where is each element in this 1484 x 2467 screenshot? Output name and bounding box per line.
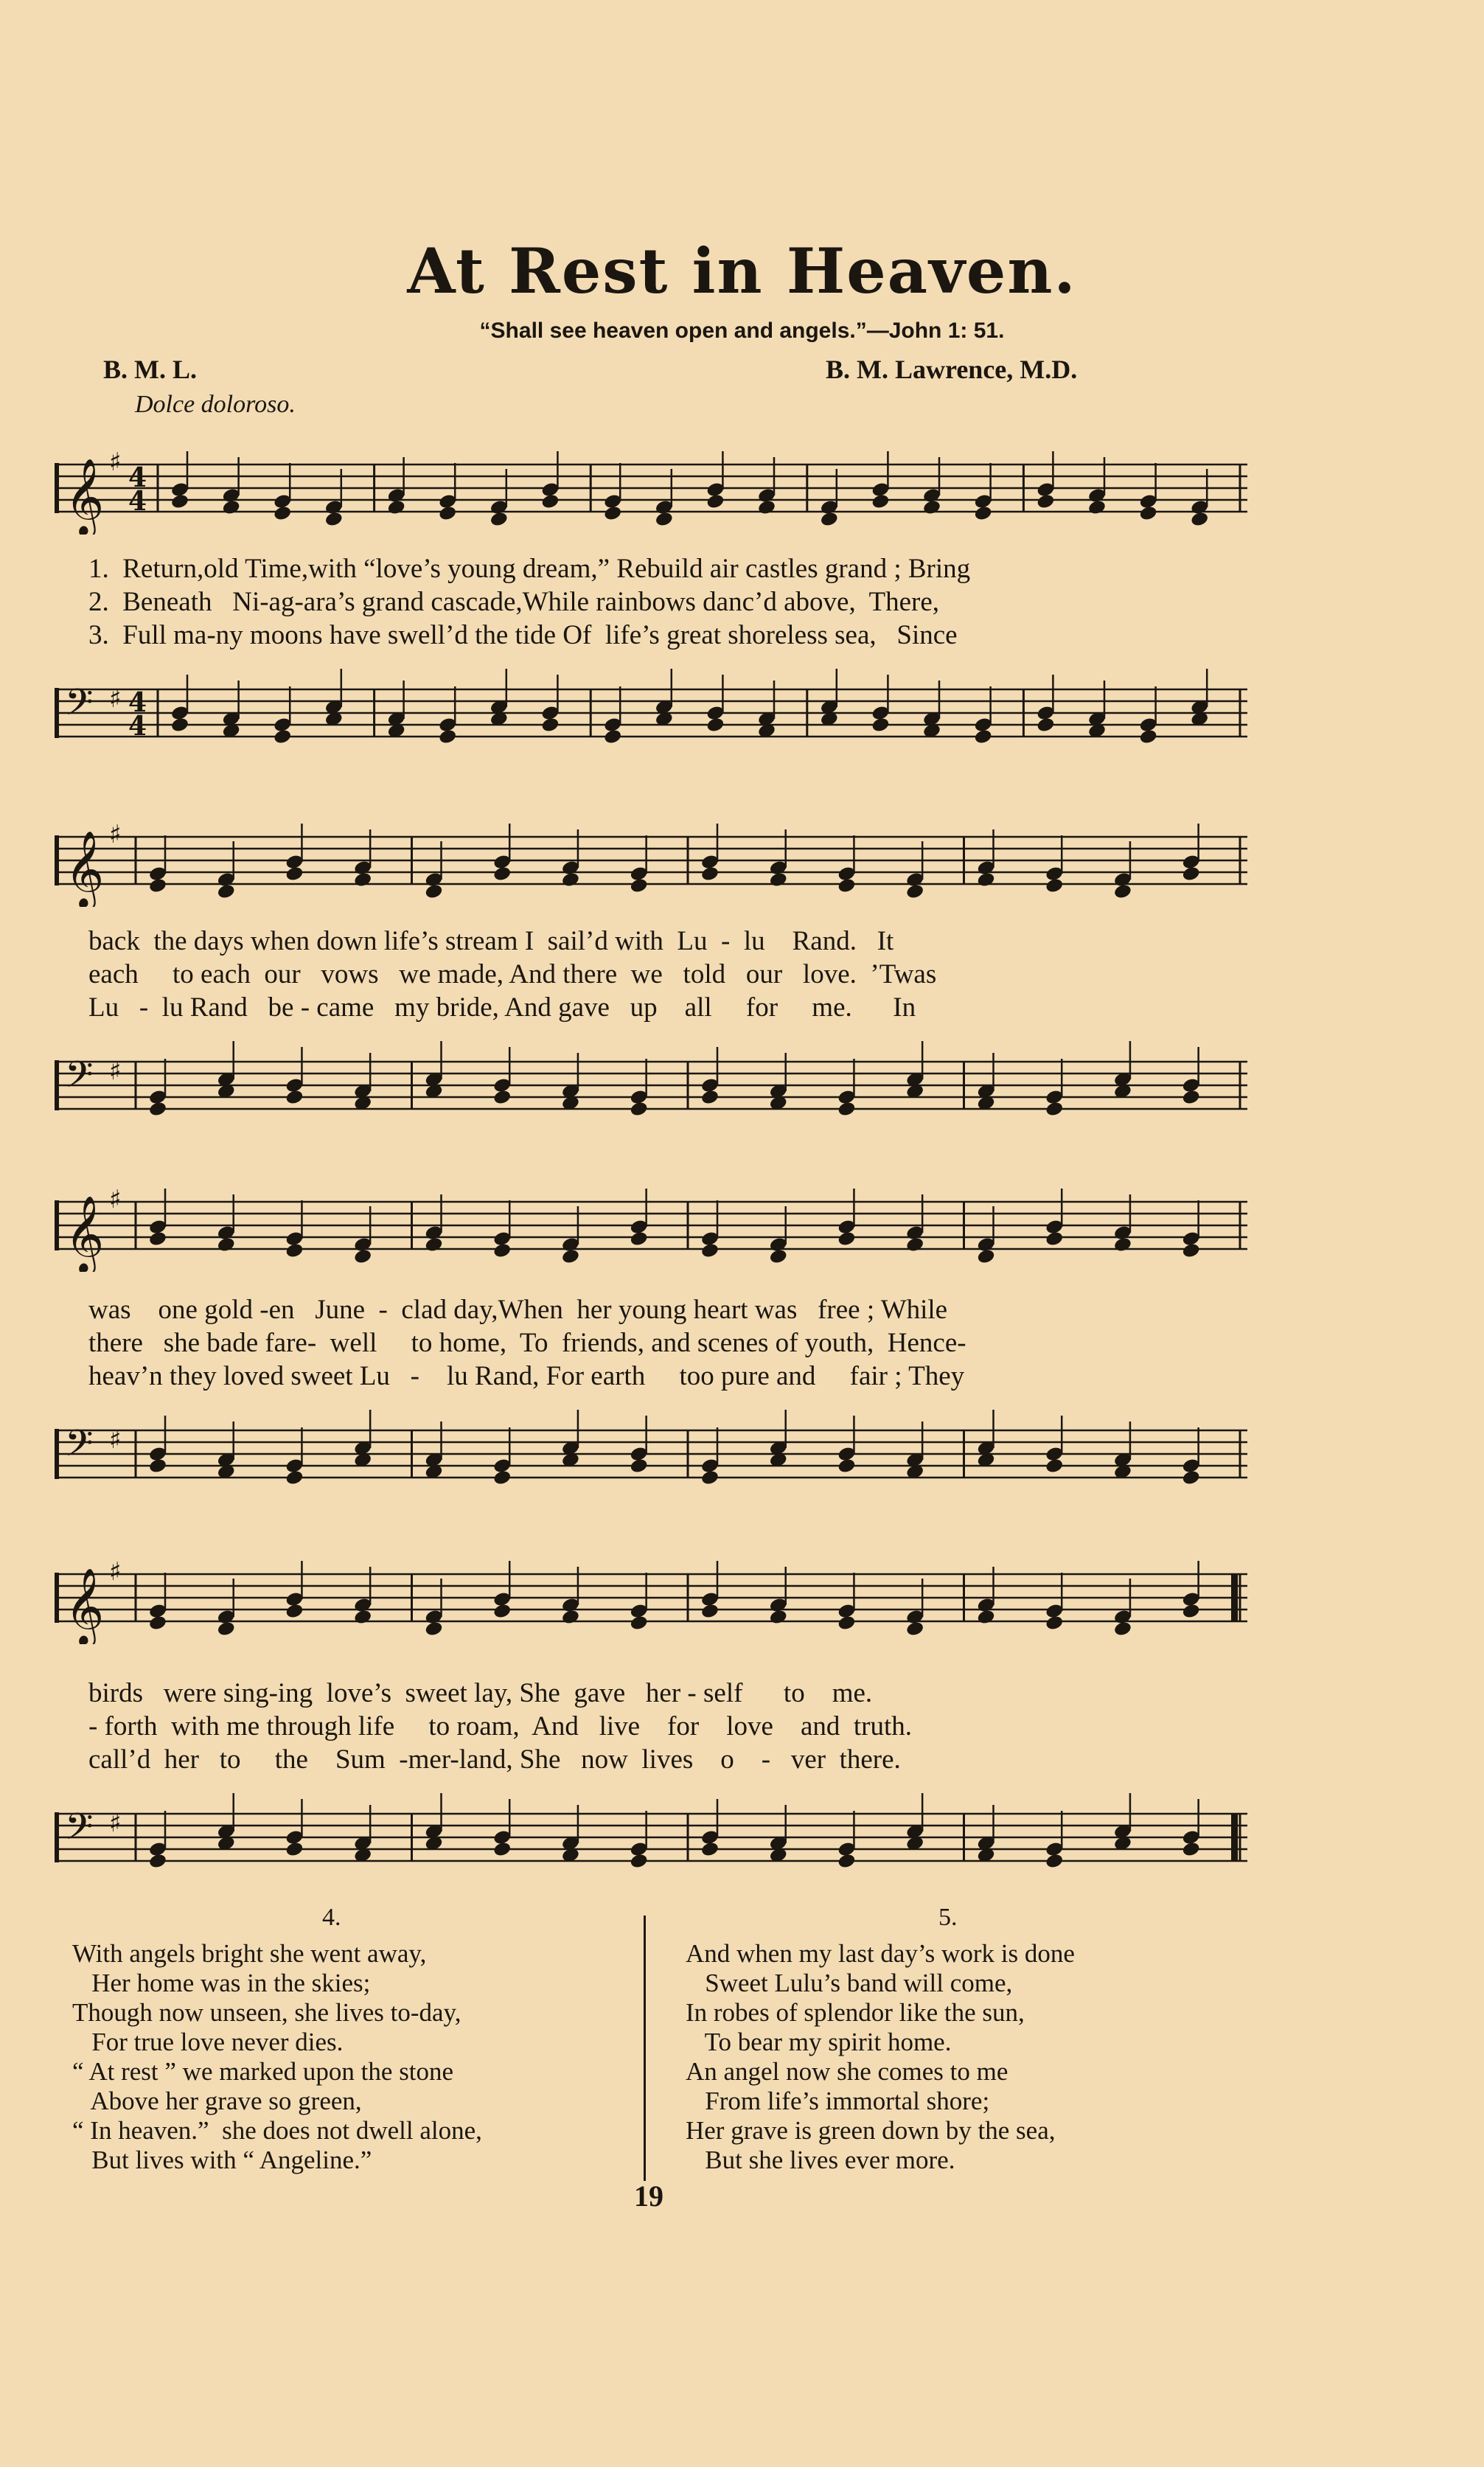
note-head bbox=[540, 717, 560, 734]
note-head bbox=[1045, 1853, 1064, 1870]
verse-5-number: 5. bbox=[938, 1904, 958, 1931]
note-head bbox=[837, 1101, 856, 1118]
bass-clef-icon: 𝄢 bbox=[65, 681, 94, 733]
sharp-icon: ♯ bbox=[109, 448, 122, 477]
bass-clef-icon: 𝄢 bbox=[65, 1054, 94, 1105]
note-head bbox=[1045, 1615, 1064, 1632]
system-bracket bbox=[55, 1429, 59, 1479]
note-head bbox=[769, 1248, 788, 1265]
note-head bbox=[976, 1609, 995, 1626]
system-3-treble-staff bbox=[55, 1176, 1247, 1272]
note-head bbox=[905, 1621, 924, 1638]
sharp-icon: ♯ bbox=[109, 820, 122, 849]
note-head bbox=[1182, 1469, 1201, 1486]
verse-line: Above her grave so green, bbox=[72, 2087, 362, 2115]
note-head bbox=[976, 1248, 995, 1265]
note-head bbox=[217, 1236, 236, 1253]
note-head bbox=[1113, 883, 1132, 900]
note-head bbox=[603, 728, 622, 745]
note-head bbox=[273, 728, 292, 745]
system-3-bass-staff bbox=[55, 1405, 1247, 1500]
note-head bbox=[769, 871, 788, 888]
verse-line: To bear my spirit home. bbox=[686, 2028, 952, 2056]
system-1-lyric-verse-1: 1. Return,old Time,with “love’s young dream,” Rebuild air castles grand ; Bring bbox=[88, 554, 971, 584]
system-4-bass-staff bbox=[55, 1788, 1247, 1884]
note-head bbox=[324, 511, 344, 528]
note-head bbox=[217, 883, 236, 900]
time-signature-bottom: 4 bbox=[128, 486, 147, 517]
note-head bbox=[871, 717, 890, 734]
note-head bbox=[148, 1101, 167, 1118]
system-2-bass-staff bbox=[55, 1036, 1247, 1132]
note-head bbox=[974, 728, 993, 745]
note-head bbox=[976, 871, 995, 888]
tempo-marking: Dolce doloroso. bbox=[135, 391, 296, 418]
verse-line: An angel now she comes to me bbox=[686, 2057, 1009, 2086]
verse-line: Sweet Lulu’s band will come, bbox=[686, 1969, 1013, 1997]
verse-line: In robes of splendor like the sun, bbox=[686, 1998, 1025, 2027]
note-head bbox=[837, 1853, 856, 1870]
final-bar-line bbox=[1231, 1574, 1238, 1621]
song-title: At Rest in Heaven. bbox=[407, 234, 1077, 307]
note-head bbox=[353, 1248, 372, 1265]
lyricist-credit: B. M. L. bbox=[103, 355, 198, 384]
sharp-icon: ♯ bbox=[109, 1809, 122, 1838]
verse-line: Though now unseen, she lives to-day, bbox=[72, 1998, 461, 2027]
note-head bbox=[974, 505, 993, 522]
note-head bbox=[1045, 1101, 1064, 1118]
system-2-lyric-verse-2: each to each our vows we made, And there we told our love. ’Twas bbox=[88, 959, 937, 989]
note-head bbox=[1045, 1458, 1064, 1475]
system-2-treble-staff bbox=[55, 811, 1247, 907]
note-head bbox=[148, 1615, 167, 1632]
note-head bbox=[492, 1603, 512, 1620]
sharp-icon: ♯ bbox=[109, 1057, 122, 1086]
note-head bbox=[769, 1609, 788, 1626]
note-head bbox=[700, 1242, 720, 1259]
note-head bbox=[700, 866, 720, 883]
verse-line: With angels bright she went away, bbox=[72, 1939, 427, 1968]
system-1-lyric-verse-2: 2. Beneath Ni-ag-ara’s grand cascade,While rainbows danc’d above, There, bbox=[88, 587, 940, 617]
note-head bbox=[387, 499, 406, 516]
verse-4-number: 4. bbox=[322, 1904, 341, 1931]
time-signature-bottom: 4 bbox=[128, 711, 147, 742]
note-head bbox=[148, 1853, 167, 1870]
note-head bbox=[837, 1615, 856, 1632]
system-3-lyric-verse-1: was one gold -en June - clad day,When her young heart was free ; While bbox=[88, 1295, 948, 1325]
note-head bbox=[1045, 1231, 1064, 1248]
system-bracket bbox=[55, 1060, 59, 1110]
note-head bbox=[1139, 505, 1158, 522]
note-head bbox=[222, 499, 241, 516]
note-head bbox=[837, 1231, 856, 1248]
verse-line: “ In heaven.” she does not dwell alone, bbox=[72, 2116, 482, 2145]
note-head bbox=[1036, 493, 1055, 510]
note-head bbox=[905, 883, 924, 900]
time-signature-top: 4 bbox=[128, 687, 147, 718]
note-head bbox=[922, 499, 941, 516]
note-head bbox=[285, 1469, 304, 1486]
verse-line: For true love never dies. bbox=[72, 2028, 344, 2056]
note-head bbox=[490, 511, 509, 528]
note-head bbox=[492, 1841, 512, 1858]
note-head bbox=[706, 493, 725, 510]
note-head bbox=[837, 1458, 856, 1475]
note-head bbox=[492, 1469, 512, 1486]
note-head bbox=[1113, 1621, 1132, 1638]
note-head bbox=[630, 1615, 649, 1632]
note-head bbox=[700, 1469, 720, 1486]
system-1-treble-staff bbox=[55, 439, 1247, 535]
system-bracket bbox=[55, 688, 59, 738]
note-head bbox=[217, 1621, 236, 1638]
system-bracket bbox=[55, 1812, 59, 1862]
treble-clef-icon: 𝄞 bbox=[65, 1195, 105, 1272]
note-head bbox=[438, 728, 457, 745]
note-head bbox=[1182, 1242, 1201, 1259]
note-head bbox=[1182, 1603, 1201, 1620]
note-head bbox=[285, 1089, 304, 1106]
system-3-lyric-verse-3: heav’n they loved sweet Lu - lu Rand, For earth too pure and fair ; They bbox=[88, 1361, 965, 1391]
note-head bbox=[285, 1603, 304, 1620]
note-head bbox=[438, 505, 457, 522]
note-head bbox=[820, 511, 839, 528]
system-bracket bbox=[55, 1200, 59, 1250]
note-head bbox=[148, 1231, 167, 1248]
note-head bbox=[353, 1609, 372, 1626]
note-head bbox=[871, 493, 890, 510]
note-head bbox=[1113, 1236, 1132, 1253]
system-2-lyric-verse-1: back the days when down life’s stream I sail’d with Lu - lu Rand. It bbox=[88, 926, 894, 956]
note-head bbox=[1087, 499, 1107, 516]
note-head bbox=[424, 1621, 443, 1638]
system-4-lyric-verse-3: call’d her to the Sum -mer-land, She now lives o - ver there. bbox=[88, 1744, 901, 1775]
note-head bbox=[561, 1248, 580, 1265]
note-head bbox=[148, 1458, 167, 1475]
sharp-icon: ♯ bbox=[109, 1557, 122, 1587]
note-head bbox=[603, 505, 622, 522]
verse-4-text bbox=[72, 1939, 482, 2175]
system-bracket bbox=[55, 835, 59, 885]
treble-clef-icon: 𝄞 bbox=[65, 830, 105, 907]
note-head bbox=[424, 1236, 443, 1253]
note-head bbox=[273, 505, 292, 522]
note-head bbox=[757, 499, 776, 516]
note-head bbox=[148, 877, 167, 894]
time-signature-top: 4 bbox=[128, 462, 147, 493]
note-head bbox=[630, 1853, 649, 1870]
note-head bbox=[837, 877, 856, 894]
note-head bbox=[630, 1101, 649, 1118]
verse-line: “ At rest ” we marked upon the stone bbox=[72, 2057, 454, 2086]
note-head bbox=[700, 1841, 720, 1858]
note-head bbox=[492, 866, 512, 883]
verse-line: But lives with “ Angeline.” bbox=[72, 2146, 372, 2174]
sharp-icon: ♯ bbox=[109, 1185, 122, 1214]
system-2-lyric-verse-3: Lu - lu Rand be - came my bride, And gave up all for me. In bbox=[88, 992, 916, 1023]
note-head bbox=[561, 871, 580, 888]
verse-line: But she lives ever more. bbox=[686, 2146, 955, 2174]
note-head bbox=[424, 883, 443, 900]
note-head bbox=[706, 717, 725, 734]
verse-line: And when my last day’s work is done bbox=[686, 1939, 1075, 1968]
system-4-lyric-verse-1: birds were sing-ing love’s sweet lay, She gave her - self to me. bbox=[88, 1678, 873, 1708]
system-bracket bbox=[55, 463, 59, 513]
system-4-lyric-verse-2: - forth with me through life to roam, And live for love and truth. bbox=[88, 1711, 912, 1741]
note-head bbox=[630, 877, 649, 894]
bass-clef-icon: 𝄢 bbox=[65, 1422, 94, 1474]
note-head bbox=[700, 1603, 720, 1620]
scripture-epigraph: “Shall see heaven open and angels.”—John 1: 51. bbox=[479, 319, 1005, 343]
system-4-treble-staff bbox=[55, 1548, 1247, 1644]
treble-clef-icon: 𝄞 bbox=[65, 458, 105, 535]
system-3-lyric-verse-2: there she bade fare- well to home, To friends, and scenes of youth, Hence- bbox=[88, 1328, 966, 1358]
system-1-bass-staff bbox=[55, 664, 1247, 759]
system-bracket bbox=[55, 1573, 59, 1623]
note-head bbox=[630, 1458, 649, 1475]
verse-line: Her grave is green down by the sea, bbox=[686, 2116, 1056, 2145]
note-head bbox=[1182, 1841, 1201, 1858]
note-head bbox=[540, 493, 560, 510]
verse-line: Her home was in the skies; bbox=[72, 1969, 371, 1997]
verse-divider bbox=[644, 1916, 646, 2181]
bass-clef-icon: 𝄢 bbox=[65, 1806, 94, 1857]
note-head bbox=[630, 1231, 649, 1248]
note-head bbox=[492, 1242, 512, 1259]
note-head bbox=[1045, 877, 1064, 894]
verse-line: From life’s immortal shore; bbox=[686, 2087, 990, 2115]
note-head bbox=[1036, 717, 1055, 734]
system-1-lyric-verse-3: 3. Full ma-ny moons have swell’d the tide Of life’s great shoreless sea, Since bbox=[88, 620, 958, 650]
note-head bbox=[700, 1089, 720, 1106]
treble-clef-icon: 𝄞 bbox=[65, 1567, 105, 1644]
note-head bbox=[285, 866, 304, 883]
composer-credit: B. M. Lawrence, M.D. bbox=[826, 355, 1078, 384]
note-head bbox=[655, 511, 674, 528]
note-head bbox=[561, 1609, 580, 1626]
note-head bbox=[353, 871, 372, 888]
note-head bbox=[170, 493, 189, 510]
sharp-icon: ♯ bbox=[109, 684, 122, 714]
note-head bbox=[285, 1242, 304, 1259]
note-head bbox=[170, 717, 189, 734]
sharp-icon: ♯ bbox=[109, 1425, 122, 1455]
page-number: 19 bbox=[634, 2179, 663, 2213]
note-head bbox=[492, 1089, 512, 1106]
final-bar-line bbox=[1231, 1814, 1238, 1861]
note-head bbox=[905, 1236, 924, 1253]
note-head bbox=[1139, 728, 1158, 745]
note-head bbox=[1190, 511, 1209, 528]
note-head bbox=[1182, 866, 1201, 883]
note-head bbox=[285, 1841, 304, 1858]
note-head bbox=[1182, 1089, 1201, 1106]
verse-5-text bbox=[686, 1939, 1075, 2175]
